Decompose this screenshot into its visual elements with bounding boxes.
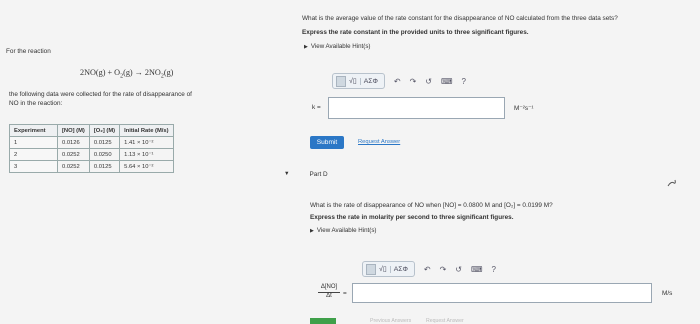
partd-header[interactable] [284, 167, 694, 181]
partc-math-toolbar [332, 73, 466, 89]
partd-label: Part D [309, 170, 328, 178]
cell-experiment: 1 [10, 137, 58, 149]
keyboard-icon[interactable]: ⌨ [440, 76, 453, 86]
greek-symbols-button[interactable]: ΑΣΦ [390, 266, 411, 273]
fraction-numerator: Δ[NO] [318, 284, 340, 293]
intro-text [9, 91, 192, 108]
col-header-o2: [O₂] (M) [89, 125, 119, 137]
partc-hints-label: View Available Hint(s) [310, 43, 371, 50]
partc-question: What is the average value of the rate constant for the disappearance of NO calculated from the three data sets? [302, 15, 618, 22]
table-row [10, 149, 174, 161]
partd-question: What is the rate of disappearance of NO when [NO] = 0.0800 M and [O₂] = 0.0199 M? [310, 202, 553, 209]
submit-button[interactable]: Submit [310, 136, 344, 149]
partd-hints-label: View Available Hint(s) [316, 227, 377, 234]
greek-symbols-button[interactable]: ΑΣΦ [360, 78, 381, 85]
partd-instruction: Express the rate in molarity per second to three significant figures. [310, 214, 514, 221]
expand-triangle-icon: ▶ [310, 227, 314, 234]
expand-triangle-icon: ▶ [304, 43, 308, 50]
cell-o2: 0.0125 [89, 137, 119, 149]
cell-rate: 1.41 × 10⁻² [120, 137, 173, 149]
partd-hints-toggle[interactable] [310, 227, 376, 234]
cell-experiment: 2 [10, 149, 58, 161]
template-button[interactable] [332, 73, 385, 89]
question-panel [278, 0, 700, 324]
col-header-no: [NO] (M) [58, 125, 90, 137]
cell-rate: 5.64 × 10⁻² [120, 161, 173, 173]
problem-statement-panel [0, 0, 278, 324]
o2-subscript: 2 [120, 73, 124, 80]
col-header-rate: Initial Rate (M/s) [120, 125, 173, 137]
table-row [10, 137, 174, 149]
fraction-denominator: Δt [326, 292, 332, 299]
intro-line-2: NO in the reaction: [9, 99, 63, 107]
k-label: k = [312, 104, 321, 111]
problem-heading: For the reaction [6, 48, 51, 55]
keyboard-icon[interactable]: ⌨ [470, 264, 483, 274]
cell-no: 0.0252 [58, 149, 90, 161]
cell-rate: 1.13 × 10⁻¹ [120, 149, 173, 161]
sqrt-template-icon: √▯ [379, 266, 387, 273]
reaction-lhs: 2NO(g) + O [80, 68, 121, 77]
partd-math-toolbar [362, 261, 496, 277]
reaction-end: (g) [163, 68, 174, 77]
reset-icon[interactable]: ↺ [455, 264, 462, 274]
table-header-row [10, 125, 174, 137]
partd-request-answer-link[interactable]: Request Answer [426, 318, 464, 324]
previous-answers-link[interactable]: Previous Answers [370, 318, 412, 324]
rate-constant-input[interactable] [328, 97, 505, 119]
fraction-template-icon [366, 264, 376, 275]
partd-units: M/s [662, 290, 673, 297]
fraction-template-icon [336, 76, 346, 87]
rate-data-table [9, 124, 174, 173]
cell-experiment: 3 [10, 161, 58, 173]
partc-hints-toggle[interactable] [304, 43, 370, 50]
help-icon[interactable]: ? [491, 264, 496, 274]
annotation-icon[interactable] [666, 177, 678, 189]
partd-submit-button-partial[interactable] [310, 318, 336, 324]
undo-icon[interactable]: ↶ [393, 76, 401, 86]
cell-no: 0.0252 [58, 161, 90, 173]
table-row [10, 161, 174, 173]
reset-icon[interactable]: ↺ [425, 76, 432, 86]
collapse-triangle-icon: ▼ [284, 171, 290, 177]
col-header-experiment: Experiment [10, 125, 58, 137]
help-icon[interactable]: ? [461, 76, 466, 86]
rate-input[interactable] [352, 283, 652, 303]
cell-o2: 0.0125 [89, 161, 119, 173]
equals-sign: = [343, 290, 347, 297]
template-button[interactable] [362, 261, 415, 277]
intro-line-1: the following data were collected for the rate of disappearance of [9, 91, 192, 98]
cell-o2: 0.0250 [89, 149, 119, 161]
redo-icon[interactable]: ↷ [409, 76, 417, 86]
partc-instruction: Express the rate constant in the provided units to three significant figures. [302, 29, 529, 36]
rate-fraction [318, 284, 340, 300]
request-answer-link[interactable]: Request Answer [358, 139, 401, 145]
redo-icon[interactable]: ↷ [439, 264, 447, 274]
reaction-equation [80, 68, 173, 80]
no2-subscript: 2 [160, 73, 164, 80]
undo-icon[interactable]: ↶ [423, 264, 431, 274]
sqrt-template-icon: √▯ [349, 78, 357, 85]
partc-units: M⁻²s⁻¹ [514, 105, 534, 112]
reaction-mid: (g) → 2NO [123, 68, 161, 77]
cell-no: 0.0126 [58, 137, 90, 149]
